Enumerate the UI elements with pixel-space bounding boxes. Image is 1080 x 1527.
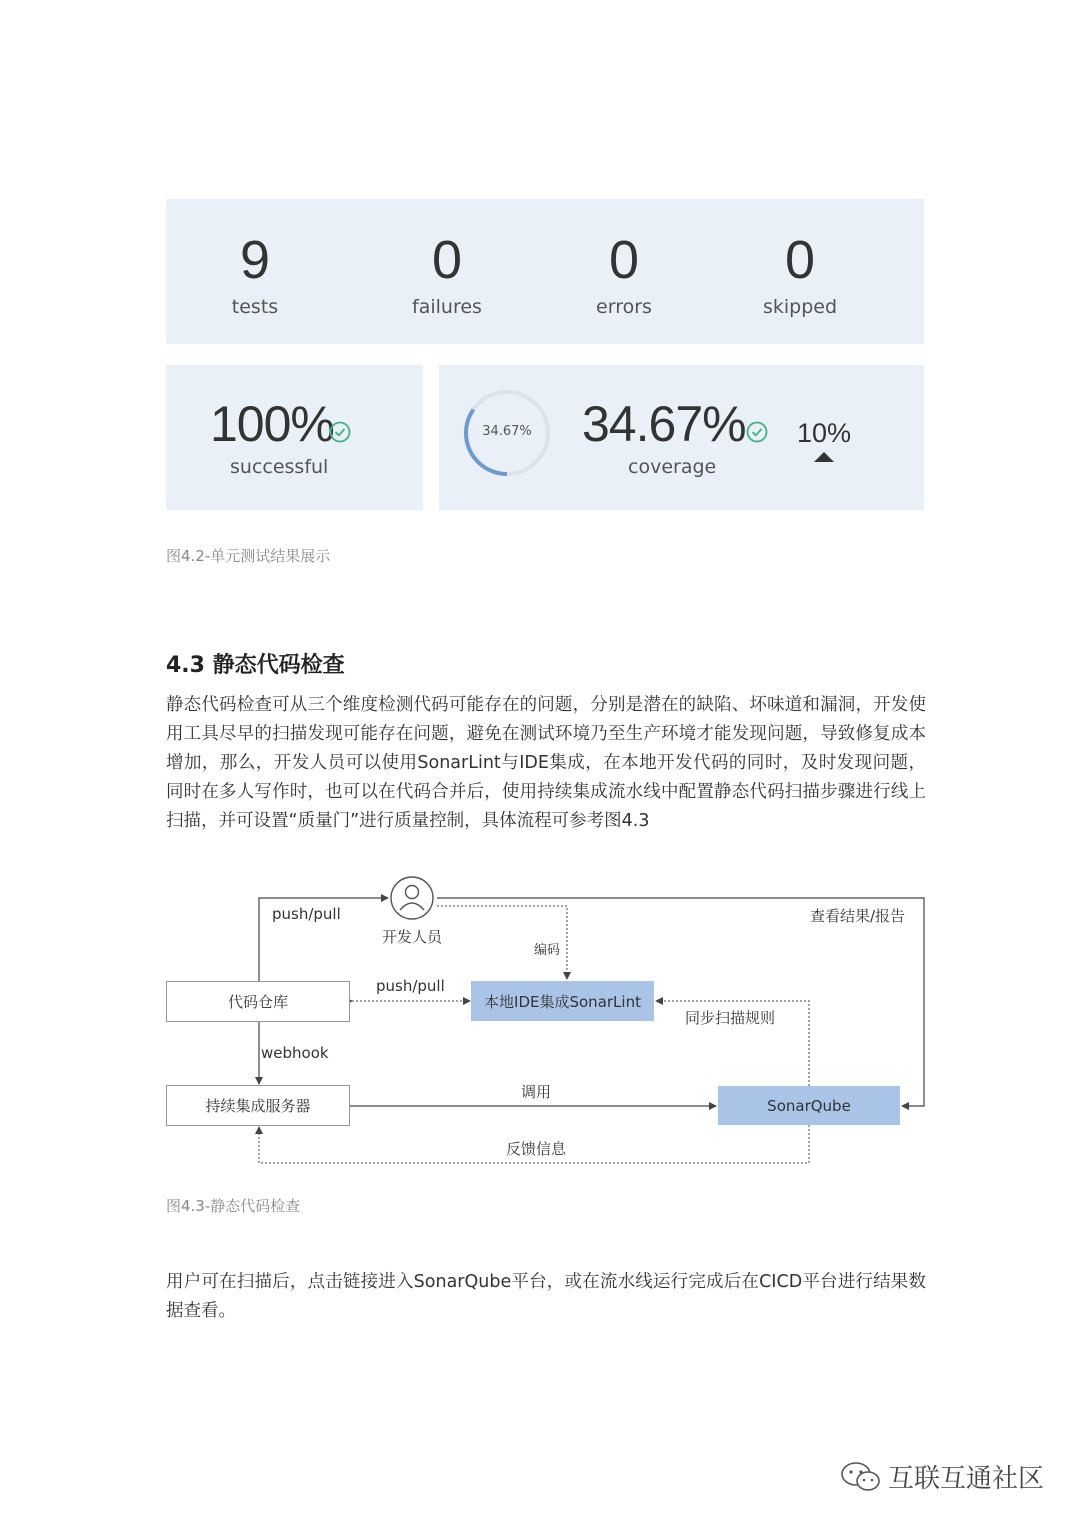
section-heading: 4.3 静态代码检查 (166, 653, 345, 678)
coverage-label: coverage (628, 456, 717, 478)
stat-tests-value: 9 (239, 230, 271, 290)
stat-skipped-value: 0 (784, 230, 816, 290)
coverage-delta: 10% (797, 418, 852, 448)
ci-server-node: 持续集成服务器 (166, 1085, 350, 1126)
sonarqube-node: SonarQube (718, 1086, 900, 1125)
label-feedback: 反馈信息 (506, 1140, 567, 1158)
wechat-icon (840, 1462, 882, 1492)
figure-caption-4-2: 图4.2-单元测试结果展示 (166, 547, 331, 565)
success-value: 100% (210, 396, 334, 452)
label-coding: 编码 (534, 943, 561, 958)
coverage-value: 34.67% (582, 396, 746, 452)
watermark-text: 互联互通社区 (887, 1464, 1044, 1494)
closing-paragraph: 用户可在扫描后，点击链接进入SonarQube平台，或在流水线运行完成后在CICD平台进行结果数据查看。 (166, 1272, 926, 1321)
ide-node: 本地IDE集成SonarLint (471, 981, 654, 1021)
label-invoke: 调用 (521, 1083, 552, 1101)
stat-errors-value: 0 (608, 230, 640, 290)
label-sync-rules: 同步扫描规则 (685, 1009, 776, 1027)
stat-skipped-label: skipped (762, 296, 838, 318)
developer-label: 开发人员 (382, 928, 443, 946)
label-webhook: webhook (261, 1044, 329, 1062)
label-push-pull-top: push/pull (272, 905, 341, 923)
watermark (840, 1458, 1044, 1495)
stat-errors-label: errors (596, 296, 652, 318)
label-view-results: 查看结果/报告 (810, 907, 906, 925)
stat-tests-label: tests (231, 296, 279, 318)
developer-user-icon (391, 877, 433, 919)
repo-node: 代码仓库 (166, 981, 350, 1022)
stat-failures-label: failures (412, 296, 482, 318)
stat-failures-value: 0 (431, 230, 463, 290)
label-push-pull-mid: push/pull (376, 977, 445, 995)
coverage-ring-label: 34.67% (482, 424, 532, 439)
figure-caption-4-3: 图4.3-静态代码检查 (166, 1197, 301, 1215)
success-label: successful (230, 456, 329, 478)
section-paragraph: 静态代码检查可从三个维度检测代码可能存在的问题，分别是潜在的缺陷、坏味道和漏洞，开发使用工具尽早的扫描发现可能存在问题，避免在测试环境乃至生产环境才能发现问题，导致修复成本增加，那么，开发人员可以使用SonarLint与IDE集成，在本地开发代码的同时，及时发现问题，同时在多人写作时，也可以在代码合并后，使用持续集成流水线中配置静态代码扫描步骤进行线上扫描，并可设置“质量门”进行质量控制，具体流程可参考图4.3 (166, 695, 926, 831)
